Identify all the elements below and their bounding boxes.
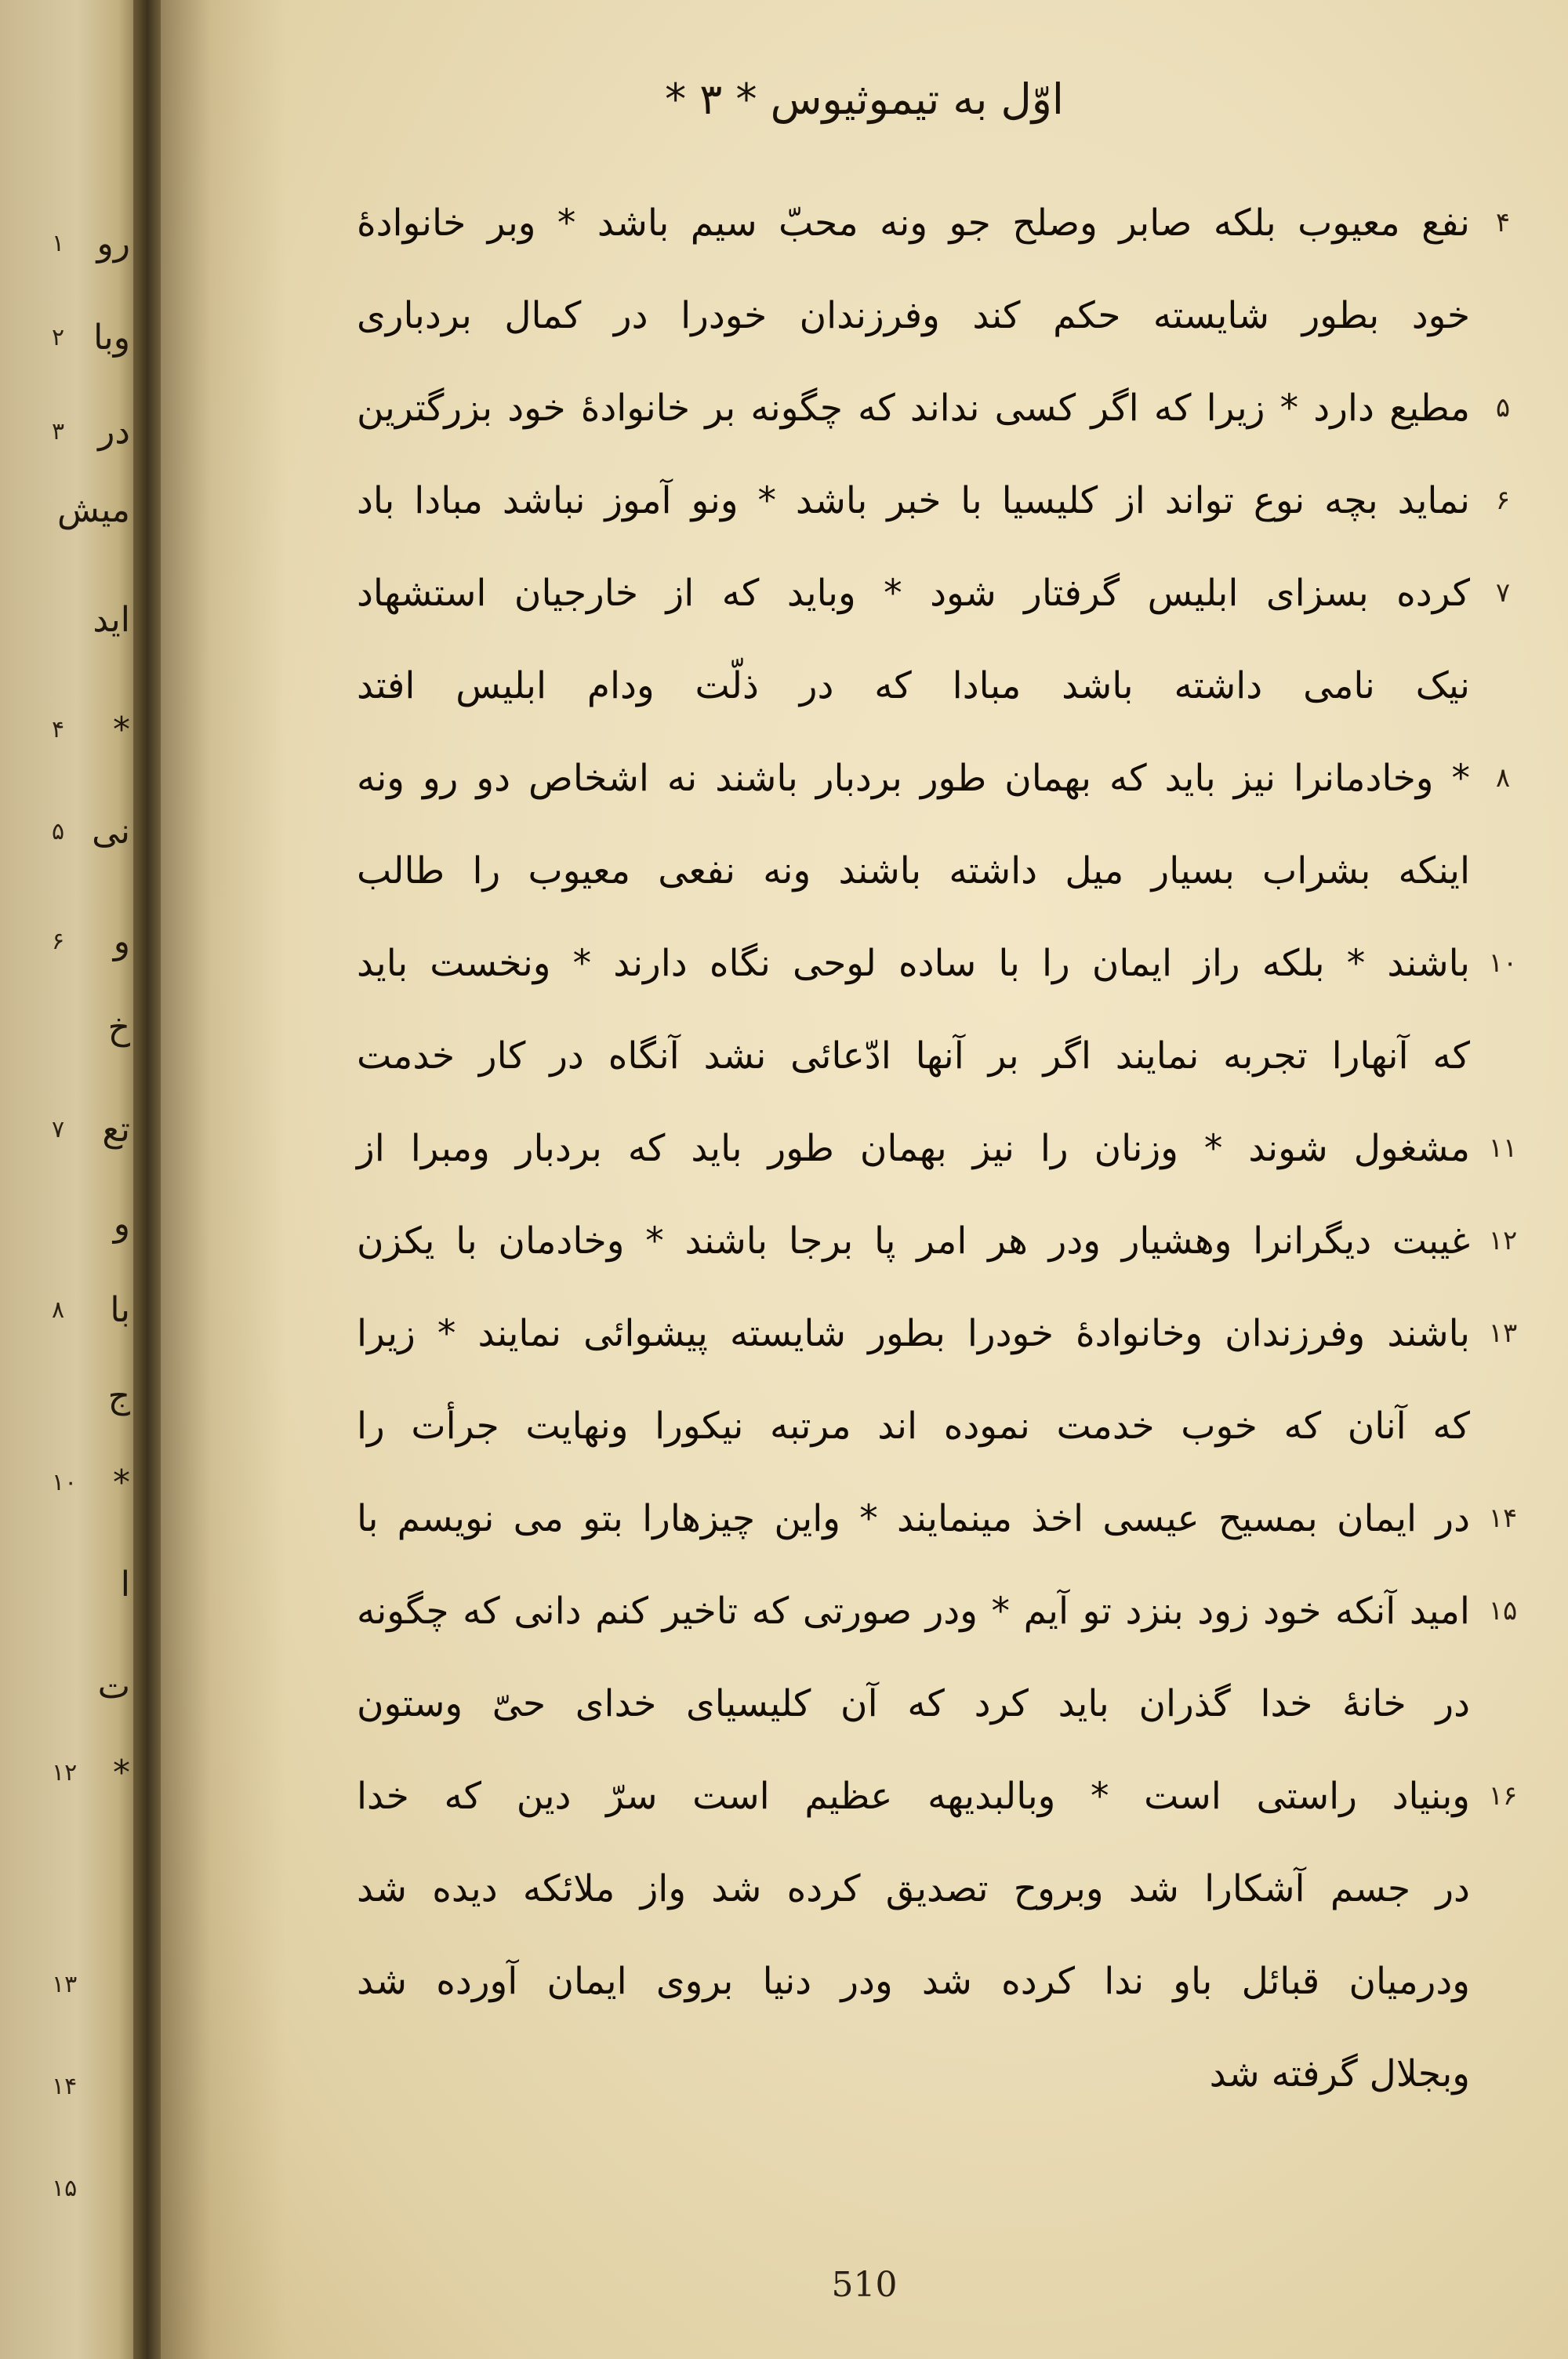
- line-text: در جسم آشکارا شد وبروح تصدیق کرده شد واز ملائکه دیده شد: [357, 1866, 1470, 1910]
- line-text: مشغول شوند * وزنان را نیز بهمان طور باید که بردبار ومبرا از: [357, 1126, 1470, 1170]
- verse-number: ۱۰: [1488, 947, 1518, 979]
- facing-verse-number: ۱۵: [52, 2174, 78, 2202]
- facing-text-fragment: *: [113, 709, 130, 750]
- text-line: [357, 732, 1511, 824]
- facing-page-line: [0, 408, 130, 455]
- facing-text-fragment: در: [98, 411, 130, 452]
- text-line: [357, 1102, 1518, 1194]
- line-text: وبنیاد راستی است * وبالبدیهه عظیم است سرّ دین که خدا: [357, 1774, 1470, 1818]
- facing-page-line: [0, 2063, 130, 2110]
- facing-verse-number: ۴: [52, 715, 65, 743]
- facing-verse-number: ۸: [52, 1296, 65, 1324]
- facing-verse-number: ۱۲: [52, 1758, 78, 1787]
- text-line: [357, 1194, 1518, 1287]
- line-text: نفع معیوب بلکه صابر وصلح جو ونه محبّ سیم باشد * وبر خانوادهٔ: [357, 201, 1470, 245]
- facing-text-fragment: و: [113, 1203, 130, 1244]
- facing-text-fragment: ت: [97, 1666, 130, 1707]
- facing-page-edge: [0, 0, 140, 2359]
- facing-verse-number: ۱: [52, 229, 65, 257]
- facing-page-line: [0, 1106, 130, 1153]
- facing-verse-number: ۱۴: [52, 2072, 78, 2100]
- text-line: [357, 1750, 1518, 1842]
- verse-number: ۴: [1495, 207, 1511, 238]
- page-curl-shadow: [161, 0, 286, 2359]
- line-text: * وخادمانرا نیز باید که بهمان طور بردبار باشند نه اشخاص دو رو ونه: [357, 756, 1470, 800]
- facing-text-fragment: با: [110, 1289, 130, 1330]
- text-line: [357, 824, 1470, 917]
- line-text: وبجلال گرفته شد: [1209, 2052, 1470, 2095]
- facing-verse-number: ۷: [52, 1115, 65, 1143]
- facing-page-line: [0, 1286, 130, 1333]
- line-text: در خانهٔ خدا گذران باید کرد که آن کلیسیای خدای حیّ وستون: [357, 1681, 1470, 1725]
- line-text: مطیع دارد * زیرا که اگر کسی نداند که چگونه بر خانوادهٔ خود بزرگترین: [357, 386, 1470, 430]
- facing-text-fragment: *: [113, 1462, 130, 1503]
- facing-verse-number: ۱۳: [52, 1970, 78, 1998]
- text-line: [357, 1935, 1470, 2027]
- facing-text-fragment: میش: [57, 489, 130, 530]
- text-line: [357, 1287, 1518, 1379]
- facing-text-fragment: رو: [96, 223, 130, 264]
- text-line: [357, 639, 1470, 732]
- facing-page-line: [0, 1004, 130, 1051]
- text-line: [357, 917, 1518, 1009]
- line-text: که آنان که خوب خدمت نموده اند مرتبه نیکورا ونهایت جرأت را: [357, 1404, 1470, 1448]
- facing-page-line: [0, 706, 130, 753]
- facing-page-line: [0, 2165, 130, 2212]
- line-text: خود بطور شایسته حکم کند وفرزندان خودرا در کمال بردباری: [357, 293, 1470, 337]
- text-line: [357, 1472, 1518, 1565]
- facing-page-line: [0, 808, 130, 855]
- facing-text-fragment: وبا: [93, 317, 130, 358]
- book-page: [161, 0, 1568, 2359]
- facing-text-fragment: ج: [107, 1376, 130, 1416]
- line-text: غیبت دیگرانرا وهشیار ودر هر امر پا برجا باشند * وخادمان با یکزن: [357, 1219, 1470, 1263]
- facing-page-line: [0, 596, 130, 643]
- facing-text-fragment: تع: [102, 1109, 130, 1150]
- line-text: باشند * بلکه راز ایمان را با ساده لوحی نگاه دارند * ونخست باید: [357, 941, 1470, 985]
- text-line: [357, 176, 1511, 269]
- text-line: [357, 1565, 1518, 1657]
- facing-page-line: [0, 1749, 130, 1796]
- text-line: [357, 269, 1470, 362]
- line-text: نماید بچه نوع تواند از کلیسیا با خبر باشد * ونو آموز نباشد مبادا باد: [357, 478, 1470, 522]
- facing-page-line: [0, 918, 130, 965]
- book-gutter: [133, 0, 165, 2359]
- verse-number: ۷: [1495, 577, 1511, 609]
- facing-verse-number: ۶: [52, 927, 65, 955]
- text-line: [357, 1379, 1470, 1472]
- facing-page-line: [0, 1200, 130, 1247]
- line-text: در ایمان بمسیح عیسی اخذ مینمایند * واین چیزهارا بتو می نویسم با: [357, 1496, 1470, 1540]
- verse-number: ۱۱: [1488, 1132, 1518, 1164]
- text-line: [357, 454, 1511, 547]
- facing-page-line: [0, 486, 130, 533]
- text-body: [357, 176, 1518, 2120]
- verse-number: ۱۳: [1488, 1318, 1518, 1349]
- verse-number: ۶: [1495, 485, 1511, 516]
- text-line: [357, 1842, 1470, 1935]
- facing-page-line: [0, 1961, 130, 2008]
- text-line: [357, 1009, 1470, 1102]
- line-text: نیک نامی داشته باشد مبادا که در ذلّت ودام ابلیس افتد: [357, 663, 1470, 707]
- verse-number: ۸: [1495, 762, 1511, 794]
- facing-page-line: [0, 1663, 130, 1710]
- facing-page-line: [0, 314, 130, 361]
- line-text: که آنهارا تجربه نمایند اگر بر آنها ادّعائی نشد آنگاه در کار خدمت: [357, 1034, 1470, 1078]
- facing-text-fragment: ا: [120, 1564, 130, 1605]
- line-text: باشند وفرزندان وخانوادهٔ خودرا بطور شایسته پیشوائی نمایند * زیرا: [357, 1311, 1470, 1355]
- line-text: ودرمیان قبائل باو ندا کرده شد ودر دنیا بروی ایمان آورده شد: [357, 1959, 1470, 2003]
- line-text: کرده بسزای ابلیس گرفتار شود * وباید که از خارجیان استشهاد: [357, 571, 1470, 615]
- running-header: اوّل به تیموثیوس * ۳ *: [665, 75, 1064, 124]
- text-line: [357, 1657, 1470, 1750]
- line-text: اینکه بشراب بسیار میل داشته باشند ونه نفعی معیوب را طالب: [357, 849, 1470, 892]
- verse-number: ۱۴: [1488, 1503, 1518, 1534]
- facing-verse-number: ۳: [52, 417, 65, 445]
- facing-verse-number: ۵: [52, 817, 65, 845]
- facing-text-fragment: نی: [92, 811, 130, 852]
- facing-text-fragment: خ: [107, 1007, 130, 1048]
- line-text: امید آنکه خود زود بنزد تو آیم * ودر صورتی که تاخیر کنم دانی که چگونه: [357, 1589, 1470, 1633]
- facing-page-line: [0, 1561, 130, 1608]
- facing-verse-number: ۲: [52, 323, 65, 351]
- page-number: 510: [831, 2265, 898, 2305]
- text-line: [357, 2027, 1470, 2120]
- facing-page-line: [0, 220, 130, 267]
- verse-number: ۵: [1495, 392, 1511, 423]
- facing-verse-number: ۱۰: [52, 1468, 78, 1496]
- text-line: [357, 362, 1511, 454]
- facing-text-fragment: و: [113, 921, 130, 961]
- verse-number: ۱۲: [1488, 1225, 1518, 1256]
- verse-number: ۱۵: [1488, 1595, 1518, 1627]
- facing-page-line: [0, 1459, 130, 1506]
- verse-number: ۱۶: [1488, 1780, 1518, 1812]
- facing-page-line: [0, 1372, 130, 1419]
- text-line: [357, 547, 1511, 639]
- facing-text-fragment: *: [113, 1752, 130, 1793]
- facing-text-fragment: اید: [93, 599, 130, 640]
